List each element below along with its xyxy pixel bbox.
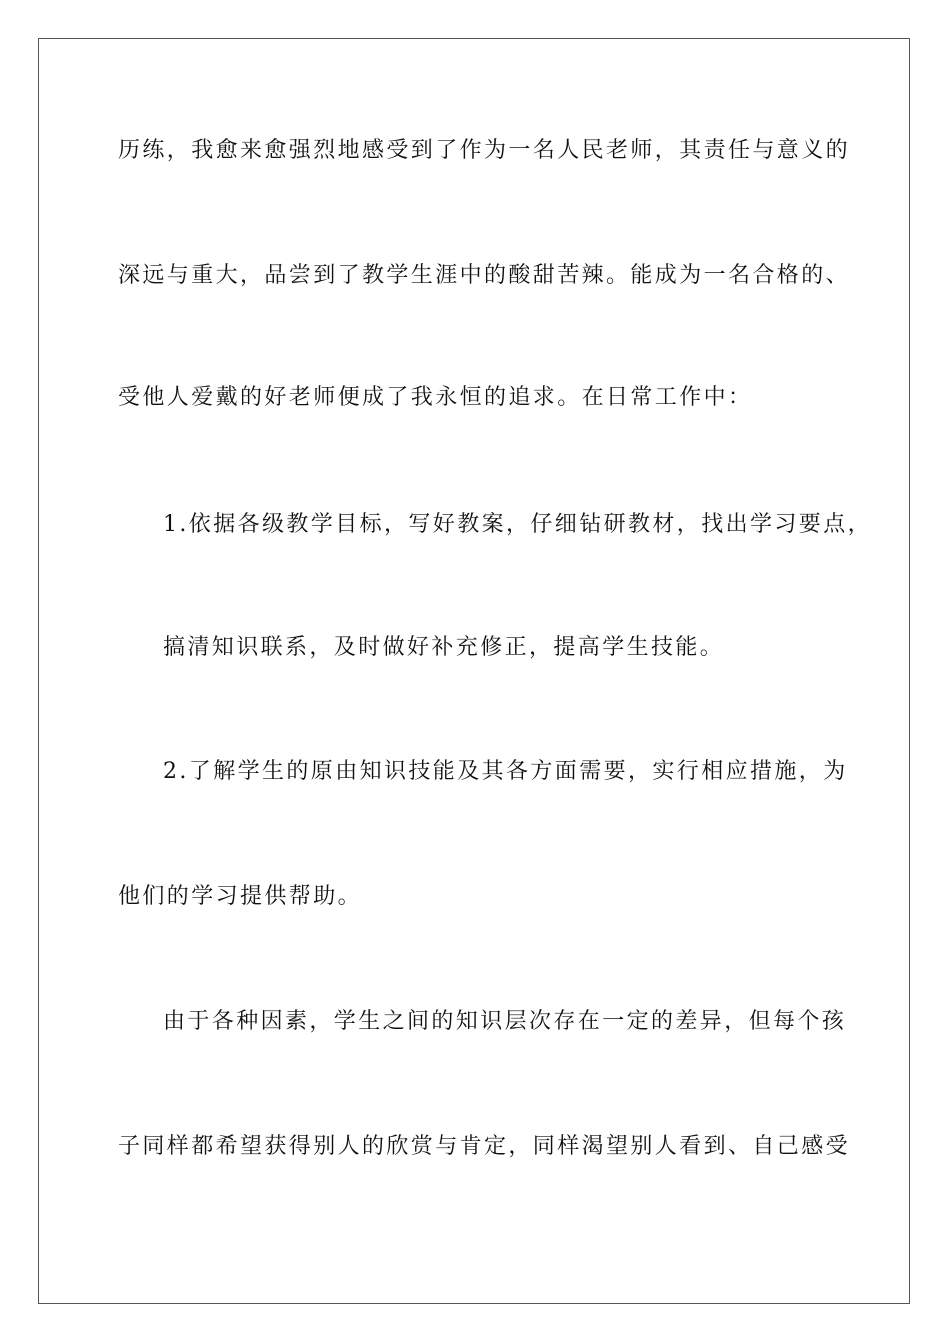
list-item-1-line: 1.依据各级教学目标，写好教案，仔细钻研教材，找出学习要点， bbox=[163, 512, 872, 537]
paragraph-line: 受他人爱戴的好老师便成了我永恒的追求。在日常工作中： bbox=[118, 385, 753, 410]
page-border bbox=[38, 38, 910, 1304]
paragraph-line: 子同样都希望获得别人的欣赏与肯定，同样渴望别人看到、自己感受 bbox=[118, 1134, 851, 1159]
list-item-1-line: 搞清知识联系，及时做好补充修正，提高学生技能。 bbox=[163, 635, 725, 660]
list-item-2-line: 2.了解学生的原由知识技能及其各方面需要，实行相应措施，为 bbox=[163, 759, 848, 784]
paragraph-line: 深远与重大，品尝到了教学生涯中的酸甜苦辣。能成为一名合格的、 bbox=[118, 263, 851, 288]
list-item-2-line: 他们的学习提供帮助。 bbox=[118, 884, 363, 909]
paragraph-line: 由于各种因素，学生之间的知识层次存在一定的差异，但每个孩 bbox=[163, 1009, 847, 1034]
paragraph-line: 历练，我愈来愈强烈地感受到了作为一名人民老师，其责任与意义的 bbox=[118, 138, 851, 163]
